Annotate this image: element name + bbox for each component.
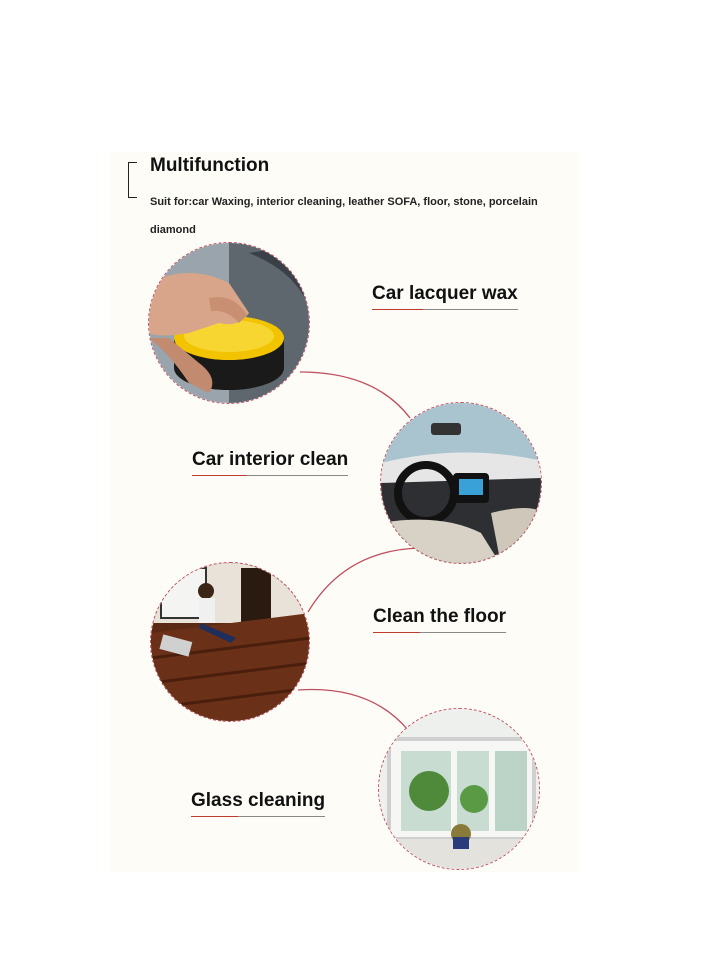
floor-image	[150, 562, 310, 722]
feature-label-glass-cleaning: Glass cleaning	[191, 790, 325, 817]
section-subtitle: Suit for:car Waxing, interior cleaning, leather SOFA, floor, stone, porcelain diamond	[150, 196, 538, 236]
glass-window-image	[378, 708, 540, 870]
feature-label-car-lacquer-wax: Car lacquer wax	[372, 283, 518, 310]
feature-label-car-interior-clean: Car interior clean	[192, 449, 348, 476]
feature-label-clean-the-floor: Clean the floor	[373, 606, 506, 633]
car-wax-image	[148, 242, 310, 404]
section-title: Multifunction	[150, 155, 270, 176]
car-interior-image	[380, 402, 542, 564]
